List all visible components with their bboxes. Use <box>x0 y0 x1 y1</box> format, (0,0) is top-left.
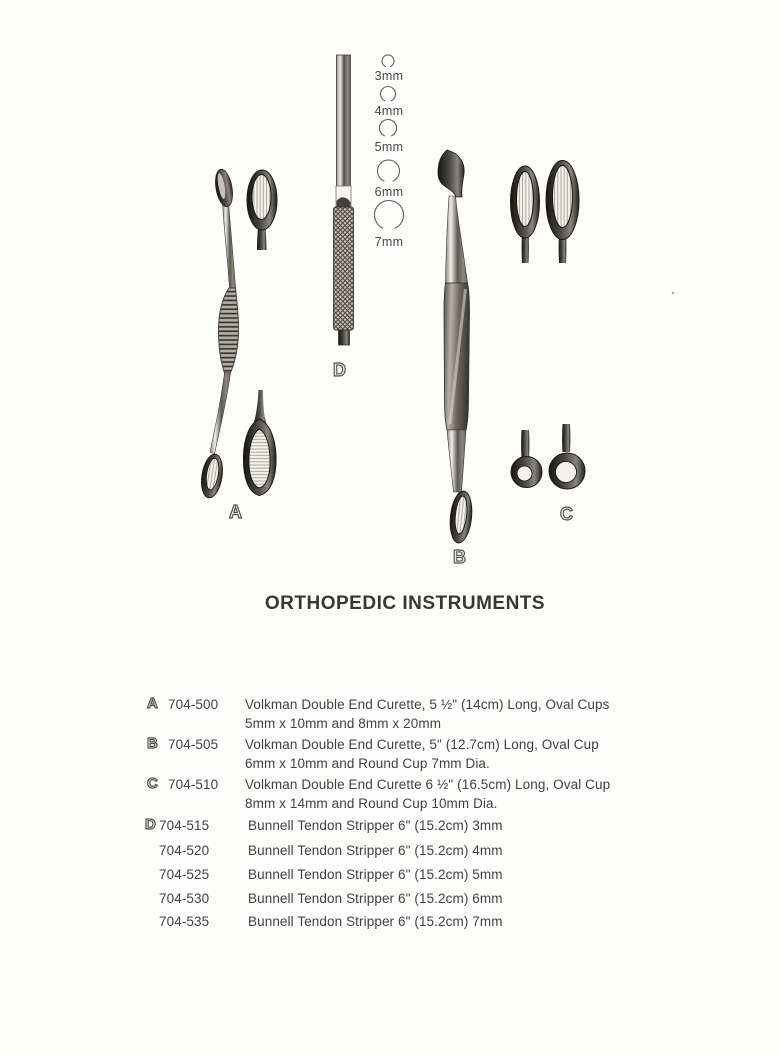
curette-A-drawing <box>199 168 239 499</box>
size-circle-4mm <box>381 87 396 101</box>
item-code: 704-535 <box>159 914 210 929</box>
tendon-stripper-D-drawing <box>334 55 354 345</box>
size-label-6mm: 6mm <box>374 185 404 199</box>
figure-label-A: A <box>229 502 242 522</box>
size-circle-3mm <box>382 55 394 66</box>
item-letter: A <box>147 695 158 712</box>
item-description <box>248 865 648 884</box>
figure-label-C: C <box>560 504 573 524</box>
item-description <box>245 735 645 773</box>
scan-speck <box>672 292 675 295</box>
item-description <box>245 775 645 813</box>
item-letter: B <box>147 735 158 752</box>
item-code: 704-530 <box>159 891 210 906</box>
curette-C-cup-details <box>511 161 586 490</box>
item-code: 704-505 <box>168 737 219 752</box>
item-description <box>248 889 648 908</box>
item-code: 704-525 <box>159 867 210 882</box>
item-description <box>248 912 648 931</box>
item-code: 704-515 <box>159 818 210 833</box>
item-description-line2: 5mm x 10mm and 8mm x 20mm <box>245 716 442 731</box>
size-circle-7mm <box>374 200 403 228</box>
item-code: 704-500 <box>168 697 219 712</box>
figure-label-D: D <box>333 360 346 380</box>
curette-A-small-cup-detail <box>247 170 277 250</box>
item-description-line1: Volkman Double End Curette, 5" (12.7cm) Long, Oval Cup <box>245 737 599 752</box>
size-circle-5mm <box>379 119 396 135</box>
item-letter: C <box>147 775 158 792</box>
size-label-5mm: 5mm <box>374 140 404 154</box>
item-description-line1: Volkman Double End Curette 6 ½" (16.5cm) Long, Oval Cup <box>245 777 611 792</box>
curette-B-drawing <box>438 150 474 544</box>
figure-label-B: B <box>453 547 466 567</box>
item-letter: D <box>145 816 156 833</box>
size-label-7mm: 7mm <box>374 235 404 249</box>
item-description-line1: Bunnell Tendon Stripper 6" (15.2cm) 4mm <box>248 843 503 858</box>
item-description-line1: Bunnell Tendon Stripper 6" (15.2cm) 3mm <box>248 818 503 833</box>
item-description <box>248 816 648 835</box>
item-description <box>245 695 645 733</box>
item-code: 704-510 <box>168 777 219 792</box>
item-description-line1: Bunnell Tendon Stripper 6" (15.2cm) 6mm <box>248 891 503 906</box>
size-label-4mm: 4mm <box>374 104 404 118</box>
curette-A-large-cup-detail <box>243 390 276 496</box>
size-label-3mm: 3mm <box>374 69 404 83</box>
page-title: ORTHOPEDIC INSTRUMENTS <box>264 593 546 614</box>
item-description-line1: Bunnell Tendon Stripper 6" (15.2cm) 5mm <box>248 867 503 882</box>
item-description-line1: Bunnell Tendon Stripper 6" (15.2cm) 7mm <box>248 914 503 929</box>
size-circle-6mm <box>378 160 400 181</box>
item-description-line1: Volkman Double End Curette, 5 ½" (14cm) Long, Oval Cups <box>245 697 610 712</box>
item-description-line2: 6mm x 10mm and Round Cup 7mm Dia. <box>245 756 490 771</box>
item-code: 704-520 <box>159 843 210 858</box>
item-description <box>248 841 648 860</box>
item-description-line2: 8mm x 14mm and Round Cup 10mm Dia. <box>245 796 498 811</box>
